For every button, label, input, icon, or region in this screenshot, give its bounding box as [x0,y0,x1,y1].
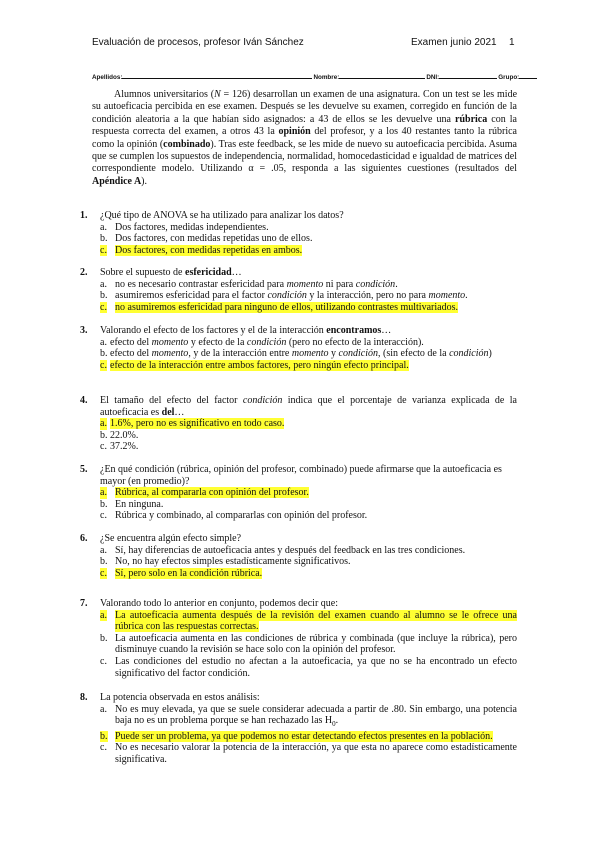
option-text-highlighted: La autoeficacia aumenta después de la revisión del examen cuando al alumno se le ofrece una rúbrica con las respuestas correctas. [115,609,517,633]
question-8 [80,692,517,766]
option-b[interactable] [100,233,517,245]
option-letter: c. [100,244,107,256]
option-b[interactable] [100,633,517,656]
option-c[interactable] [100,360,517,372]
option-italic: momento [428,290,466,302]
option-text: no es necesario contrastar esfericidad para [115,278,287,290]
option-c[interactable] [100,510,517,522]
option-letter: b. [100,233,108,245]
option-letter: b. [100,348,108,360]
option-text: Rúbrica y combinado, al compararlas con opinión del profesor. [115,510,368,522]
question-number: 5. [80,464,88,475]
option-text-highlighted: efecto de la interacción entre ambos factores, pero ningún efecto principal. [110,359,409,371]
apellidos-field[interactable] [122,72,312,79]
option-a[interactable] [100,418,517,430]
option-text: La autoeficacia aumenta en las condiciones de rúbrica y combinada (que incluye la rúbrica), pero disminuye cuando la revisión se hace solo con la opinión del profesor. [115,632,517,656]
option-letter: a. [100,609,107,621]
option-text: y efecto de la [188,336,247,348]
option-text: , (sin efecto de la [377,348,450,360]
exam-date: Examen junio 2021 [411,37,497,48]
option-c[interactable] [100,302,517,314]
option-c[interactable] [100,742,517,765]
option-text: No, no hay efectos simples estadísticamente significativos. [115,556,351,568]
option-a[interactable] [100,279,517,291]
option-a[interactable] [100,610,517,633]
option-a[interactable] [100,487,517,499]
question-text-bold: esfericidad [185,267,232,278]
option-letter: a. [100,544,107,556]
grupo-field[interactable] [519,72,537,79]
question-1 [80,210,517,256]
question-7 [80,598,517,679]
question-text: ¿Qué tipo de ANOVA se ha utilizado para analizar los datos? [100,210,344,221]
question-text [100,325,517,337]
option-text: asumiremos esfericidad para el factor [115,290,268,302]
intro-text: = 126) desarrollan un examen de una asignatura. Con un test se les mide su autoeficacia percibida en ese examen. Después se les devuelve su examen, corregido en función de la condición aleatoria a la que habían sido asignados: a 43 de ellos se les devuelve una [92,89,518,125]
option-text: No es muy elevada, ya que se suele considerar adecuada a partir de .80. Sin embargo, una potencia baja no es un problema porque se han rechazado las H [115,703,517,727]
intro-text: ). [141,175,148,187]
question-text-part: … [381,325,392,336]
option-b[interactable] [100,348,517,360]
option-text: (pero no efecto de la interacción). [286,336,424,348]
option-text: y [328,348,339,360]
question-number: 3. [80,325,88,336]
question-text: ¿En qué condición (rúbrica, opinión del profesor, combinado) puede afirmarse que la autoeficacia es mayor (en promedio)? [100,464,502,487]
question-text-part: … [231,267,242,278]
option-letter: b. [100,290,108,302]
option-letter: c. [100,655,107,667]
intro-text: del profesor, y a los 40 restantes tanto la rúbrica como la opinión ( [92,126,517,150]
grupo-label: Grupo: [498,74,520,81]
question-text: Valorando todo lo anterior en conjunto, podemos decir que: [100,598,338,609]
option-text: Dos factores, con medidas repetidas uno de ellos. [115,233,313,245]
option-italic: momento [291,348,329,360]
intro-rubrica: rúbrica [455,113,488,125]
question-text-part: Valorando el efecto de los factores y el de la interacción [100,325,327,336]
option-italic: condición [449,348,489,360]
option-italic: momento [286,278,324,290]
question-text-part: El tamaño del efecto del factor [100,395,243,406]
question-4 [80,395,517,453]
option-text: efecto del [110,336,152,348]
question-number: 1. [80,210,88,221]
option-letter: c. [100,510,107,522]
option-letter: c. [100,742,107,754]
question-number: 7. [80,598,88,609]
option-text: No es necesario valorar la potencia de la interacción, ya que esta no aparece como estadísticamente significativa. [115,742,517,765]
option-text: . [335,715,339,727]
question-text: ¿Se encuentra algún efecto simple? [100,533,242,544]
question-3 [80,325,517,371]
page-number: 1 [509,37,515,48]
question-text-part: Sobre el supuesto de [100,267,185,278]
option-c[interactable] [100,245,517,257]
option-text: . [465,290,468,302]
question-number: 4. [80,395,88,406]
option-text-highlighted: Dos factores, con medidas repetidas en ambos. [115,244,303,256]
option-text: 37.2%. [110,441,139,453]
option-text-highlighted: no asumiremos esfericidad para ninguno de ellos, utilizando contrastes multivariados. [115,301,458,313]
option-letter: a. [100,487,107,499]
intro-paragraph [92,89,517,188]
intro-text: Alumnos universitarios ( [114,89,215,100]
question-number: 8. [80,692,88,703]
option-b[interactable] [100,499,517,511]
option-italic: condición [338,348,378,360]
option-text: efecto del [110,348,152,360]
option-text-highlighted: 1.6%, pero no es significativo en todo caso. [110,418,285,430]
question-text [100,395,517,418]
nombre-field[interactable] [339,72,425,79]
option-text: ni para [323,278,356,290]
question-text-bold: encontramos [326,325,382,336]
question-text-bold: del [161,406,175,418]
option-letter: c. [100,567,107,579]
dni-label: DNI: [426,74,440,81]
option-text: Las condiciones del estudio no afectan a la autoeficacia, ya que no se ha encontrado un efecto significativo del factor condición. [115,655,517,679]
question-text [100,267,517,279]
nombre-label: Nombre: [313,74,340,81]
apellidos-label: Apellidos: [92,74,123,81]
option-letter: a. [100,418,107,430]
option-subscript: 0 [332,720,336,729]
intro-text: ). Tras este feedback, se les mide de nuevo su autoeficacia percibida. Asuma que se cumplen los supuestos de independencia, normalidad, homocedasticidad e igualdad de matrices del correspondiente modelo. Utilizando α = .05, responda a las siguientes cuestiones (resultados del [92,138,517,175]
option-a[interactable] [100,222,517,234]
option-italic: momento [151,348,189,360]
option-letter: c. [100,301,107,313]
dni-field[interactable] [439,72,497,79]
option-letter: b. [100,730,108,742]
option-letter: a. [100,278,107,290]
student-fields [92,72,538,81]
intro-opinion: opinión [278,126,311,138]
option-c[interactable] [100,656,517,679]
option-text-highlighted: Puede ser un problema, ya que podemos no estar detectando efectos presentes en la población. [115,730,493,742]
option-letter: c. [100,441,107,453]
question-number: 2. [80,267,88,278]
option-b[interactable] [100,556,517,568]
question-2 [80,267,517,313]
intro-text: con la respuesta correcta del examen, a otros 43 la [92,113,517,138]
option-letter: b. [100,556,108,568]
option-letter: b. [100,498,108,510]
option-letter: a. [100,336,107,348]
option-letter: a. [100,221,107,233]
option-text: Sí, hay diferencias de autoeficacia antes y después del feedback en las tres condiciones. [115,544,466,556]
option-letter: a. [100,703,107,715]
option-text: ) [488,348,492,360]
option-text: 22.0%. [110,429,139,441]
option-letter: b. [100,632,108,644]
question-5 [80,464,517,522]
option-text-highlighted: Sí, pero solo en la condición rúbrica. [115,567,263,579]
option-c[interactable] [100,441,517,453]
question-text-italic: condición [242,395,283,406]
option-b[interactable] [100,430,517,442]
course-title: Evaluación de procesos, profesor Iván Sánchez [92,37,304,48]
option-italic: momento [151,336,189,348]
option-b[interactable] [100,731,517,743]
option-b[interactable] [100,290,517,302]
option-italic: condición [267,290,307,302]
intro-apendice: Apéndice A [92,175,142,187]
intro-n: N [214,89,221,100]
option-a[interactable] [100,337,517,349]
option-italic: condición [355,278,396,290]
question-text-part: … [174,406,185,418]
option-c[interactable] [100,568,517,580]
intro-combinado: combinado [163,138,211,150]
option-letter: c. [100,359,107,371]
option-italic: condición [246,336,287,348]
option-letter: b. [100,429,108,441]
option-text: , y de la interacción entre [188,348,292,360]
question-text-part: indica que el porcentaje de varianza explicada de la autoeficacia es [100,395,517,418]
option-a[interactable] [100,545,517,557]
question-6 [80,533,517,579]
option-text: . [395,278,398,290]
option-text-highlighted: Rúbrica, al compararla con opinión del profesor. [115,487,309,499]
option-a[interactable] [100,704,517,731]
option-text: En ninguna. [115,498,164,510]
option-text: Dos factores, medidas independientes. [115,221,269,233]
question-text: La potencia observada en estos análisis: [100,692,260,703]
option-text: y la interacción, pero no para [306,290,429,302]
question-number: 6. [80,533,88,544]
